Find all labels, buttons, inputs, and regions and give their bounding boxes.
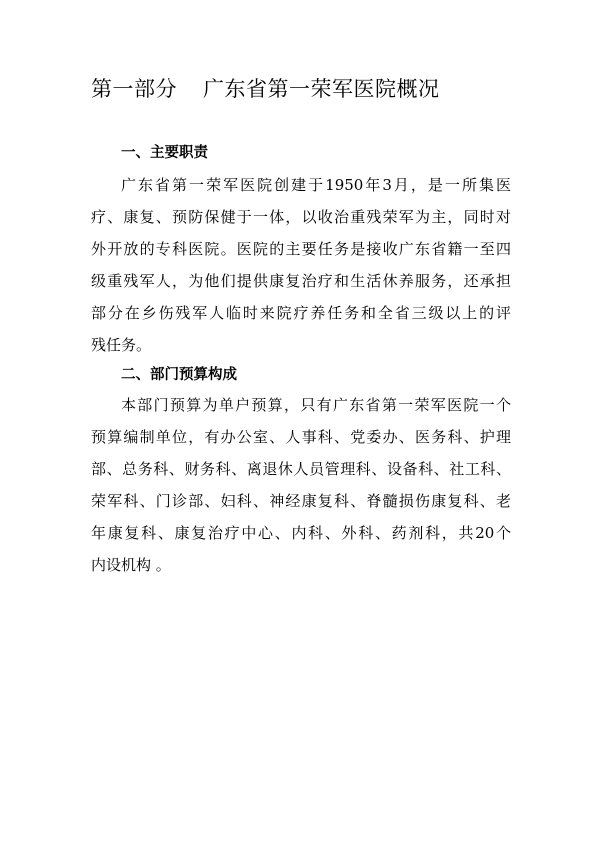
paragraph-budget (91, 389, 511, 581)
paragraph-duties (91, 169, 511, 361)
paragraph-line: 部分在乡伤残军人临时来院疗养任务和全省三级以上的评 (91, 304, 511, 322)
paragraph-line: 荣军科、门诊部、妇科、神经康复科、脊髓损伤康复科、老 (91, 492, 511, 510)
section-heading-budget: 二、部门预算构成 (121, 367, 237, 383)
paragraph-line: 预算编制单位，有办公室、人事科、党委办、医务科、护理 (91, 428, 511, 446)
paragraph-line: 残任务。 (91, 336, 152, 354)
part-title (91, 73, 440, 103)
paragraph-line: 疗、康复、预防保健于一体，以收治重残荣军为主，同时对 (91, 208, 511, 226)
paragraph-line: 广东省第一荣军医院创建于1950年3月，是一所集医 (121, 176, 511, 194)
part-title-text: 广东省第一荣军医院概况 (203, 77, 440, 101)
paragraph-line: 级重残军人，为他们提供康复治疗和生活休养服务，还承担 (91, 272, 511, 290)
section-heading-duties: 一、主要职责 (121, 145, 208, 161)
part-label: 第一部分 (91, 77, 177, 101)
paragraph-line: 外开放的专科医院。医院的主要任务是接收广东省籍一至四 (91, 240, 511, 258)
paragraph-line: 本部门预算为单户预算，只有广东省第一荣军医院一个 (121, 396, 511, 414)
paragraph-line: 部、总务科、财务科、离退休人员管理科、设备科、社工科、 (91, 460, 511, 478)
paragraph-line: 内设机构 。 (91, 556, 171, 574)
paragraph-line: 年康复科、康复治疗中心、内科、外科、药剂科，共20个 (91, 524, 511, 542)
